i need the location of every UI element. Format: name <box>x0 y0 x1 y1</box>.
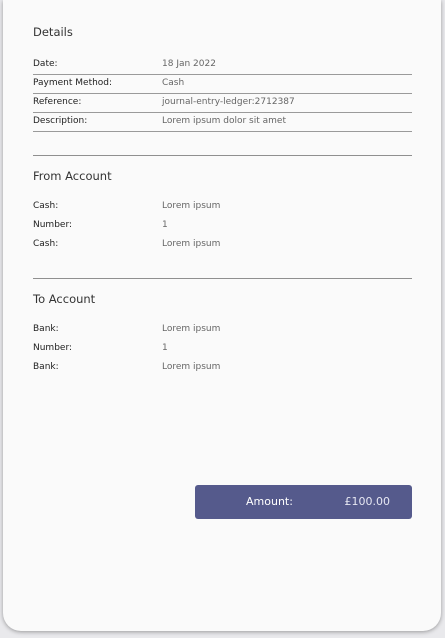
details-title: Details <box>33 25 73 39</box>
section-divider <box>33 278 412 279</box>
to-account-label: Bank: <box>33 362 59 372</box>
from-account-row <box>33 235 412 254</box>
from-account-title: From Account <box>33 169 112 183</box>
to-account-value: Lorem ipsum <box>162 362 221 372</box>
detail-row-date <box>33 55 412 75</box>
amount-button[interactable] <box>195 485 412 519</box>
detail-value: Cash <box>162 78 185 88</box>
amount-label: Amount: <box>246 495 293 508</box>
to-account-value: 1 <box>162 343 168 353</box>
from-account-label: Cash: <box>33 201 59 211</box>
from-account-value: Lorem ipsum <box>162 239 221 249</box>
detail-label: Date: <box>33 59 58 69</box>
detail-row-description <box>33 112 412 132</box>
amount-value: £100.00 <box>344 495 390 508</box>
to-account-title: To Account <box>33 292 96 306</box>
to-account-label: Number: <box>33 343 73 353</box>
detail-label: Payment Method: <box>33 78 113 88</box>
detail-value: Lorem ipsum dolor sit amet <box>162 116 286 126</box>
from-account-value: 1 <box>162 220 168 230</box>
from-account-value: Lorem ipsum <box>162 201 221 211</box>
from-account-row <box>33 216 412 235</box>
detail-row-payment-method <box>33 74 412 94</box>
to-account-row <box>33 358 412 377</box>
from-account-label: Cash: <box>33 239 59 249</box>
from-account-row <box>33 197 412 216</box>
detail-value: 18 Jan 2022 <box>162 59 216 69</box>
detail-value: journal-entry-ledger:2712387 <box>162 97 295 107</box>
to-account-label: Bank: <box>33 324 59 334</box>
detail-label: Reference: <box>33 97 82 107</box>
detail-row-reference <box>33 93 412 113</box>
section-divider <box>33 155 412 156</box>
to-account-value: Lorem ipsum <box>162 324 221 334</box>
to-account-row <box>33 339 412 358</box>
from-account-label: Number: <box>33 220 73 230</box>
detail-label: Description: <box>33 116 88 126</box>
transaction-card <box>3 0 441 631</box>
to-account-row <box>33 320 412 339</box>
